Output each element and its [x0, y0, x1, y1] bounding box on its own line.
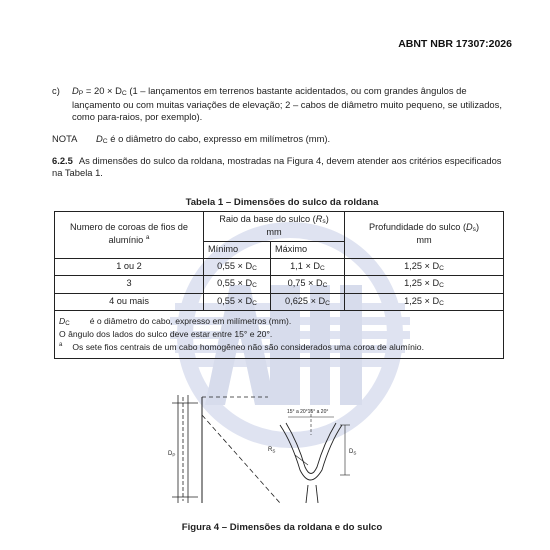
- rs-symbol: R: [315, 214, 323, 224]
- cell-min: [204, 258, 271, 276]
- dc-subscript: C: [320, 264, 325, 272]
- cell-depth: [345, 276, 504, 294]
- note-symbol: D: [96, 133, 103, 144]
- cell-min: [204, 276, 271, 294]
- dc-subscript: C: [65, 320, 70, 328]
- dc-subscript: C: [252, 264, 257, 272]
- dc-subscript: C: [121, 90, 127, 97]
- section-number: 6.2.5: [52, 155, 73, 166]
- cell-max: [270, 258, 344, 276]
- footnote-a-marker: a: [145, 234, 150, 242]
- cell-min-value: 0,55 × D: [217, 295, 253, 306]
- section-6-2-5: [52, 155, 512, 179]
- cell-depth: [345, 293, 504, 311]
- header-depth-text: Profundidade do sulco (: [368, 222, 467, 233]
- cell-max-value: 0,75 × D: [287, 278, 323, 289]
- dc-subscript: C: [252, 299, 257, 307]
- table-row: [55, 258, 504, 276]
- standard-id-header: ABNT NBR 17307:2026: [398, 38, 512, 50]
- table-row: [55, 293, 504, 311]
- dc-subscript: C: [252, 282, 257, 290]
- pulley-side-view: [172, 395, 280, 503]
- cell-depth-value: 1,25 × D: [404, 278, 440, 289]
- table-caption: Tabela 1 – Dimensões do sulco da roldana: [185, 197, 379, 208]
- dp-subscript: P: [78, 90, 84, 97]
- note: [52, 133, 512, 147]
- cell-depth-value: 1,25 × D: [404, 295, 440, 306]
- table-row: [55, 276, 504, 294]
- cell-max: [270, 293, 344, 311]
- table-footnotes: [55, 311, 504, 359]
- cell-min-value: 0,55 × D: [217, 260, 253, 271]
- dc-subscript: C: [325, 299, 330, 307]
- cell-max: [270, 276, 344, 294]
- footnote-dc: [59, 315, 499, 328]
- cell-max-value: 0,625 × D: [285, 295, 326, 306]
- header-crowns: [55, 212, 204, 259]
- note-subscript: C: [102, 138, 108, 145]
- header-depth-unit: mm: [416, 235, 432, 246]
- ds-subscript: s: [472, 226, 476, 234]
- footnote-a-mark: a: [59, 342, 63, 349]
- cell-min-value: 0,55 × D: [217, 278, 253, 289]
- section-text: As dimensões do sulco da roldana, mostradas na Figura 4, devem atender aos critérios especificados na Tabela 1.: [52, 155, 502, 179]
- figure-caption: Figura 4 – Dimensões da roldana e do sulco: [181, 522, 383, 533]
- cell-crowns: 4 ou mais: [55, 293, 204, 311]
- cell-crowns: 1 ou 2: [55, 258, 204, 276]
- dc-symbol: D: [59, 316, 66, 327]
- cell-crowns: 3: [55, 276, 204, 294]
- rs-subscript: s: [322, 217, 326, 225]
- groove-cross-section: [280, 409, 350, 503]
- label-rs: $R_S$: [268, 447, 276, 454]
- footnote-dc-text: é o diâmetro do cabo, expresso em milímetros (mm).: [89, 316, 292, 327]
- note-text: é o diâmetro do cabo, expresso em milímetros (mm).: [107, 133, 331, 144]
- header-crowns-text: Numero de coroas de fios de alumínio: [70, 222, 188, 246]
- formula-part: = 20 × D: [83, 85, 122, 96]
- cell-depth-value: 1,25 × D: [404, 260, 440, 271]
- paren-close: ): [325, 214, 329, 224]
- header-radius: [204, 212, 345, 242]
- ds-symbol: D: [466, 222, 473, 233]
- header-depth: [345, 212, 504, 259]
- paragraph-c: [52, 85, 512, 123]
- dc-subscript: C: [439, 282, 444, 290]
- groove-dimensions-table: [54, 211, 504, 359]
- note-label: NOTA: [52, 133, 78, 144]
- footnote-a-text: Os sete fios centrais de um cabo homogêneo não são considerados uma coroa de alumínio.: [72, 342, 424, 353]
- cell-depth: [345, 258, 504, 276]
- dc-subscript: C: [322, 282, 328, 290]
- pulley-groove-figure: [150, 385, 390, 505]
- dp-symbol: D: [72, 85, 79, 96]
- label-angles: 15° a 20°15° a 20°: [287, 409, 329, 415]
- paragraph-c-label: c): [52, 85, 60, 96]
- cell-min: [204, 293, 271, 311]
- header-radius-unit: mm: [266, 226, 282, 237]
- footnote-a: [59, 341, 499, 354]
- footnote-angle: O ângulo dos lados do sulco deve estar entre 15° e 20°.: [59, 329, 273, 340]
- header-min: Mínimo: [204, 241, 271, 258]
- paren-close: ): [475, 222, 480, 233]
- cell-max-value: 1,1 × D: [290, 260, 321, 271]
- label-dp: $D_P$: [168, 451, 176, 458]
- paragraph-c-body: (1 – lançamentos em terrenos bastante acidentados, ou com grandes ângulos de lançamento ou com muitas variações de elevação; 2 – cabos de diâmetro muito pequeno, se utilizados, como para-raios, por exemplo).: [72, 85, 502, 122]
- dc-subscript: C: [439, 299, 444, 307]
- paragraph-c-text: [72, 85, 512, 123]
- header-radius-text: Raio da base do sulco (: [219, 214, 316, 224]
- label-ds: $D_S$: [349, 449, 357, 456]
- dc-subscript: C: [439, 264, 444, 272]
- header-max: Máximo: [270, 241, 344, 258]
